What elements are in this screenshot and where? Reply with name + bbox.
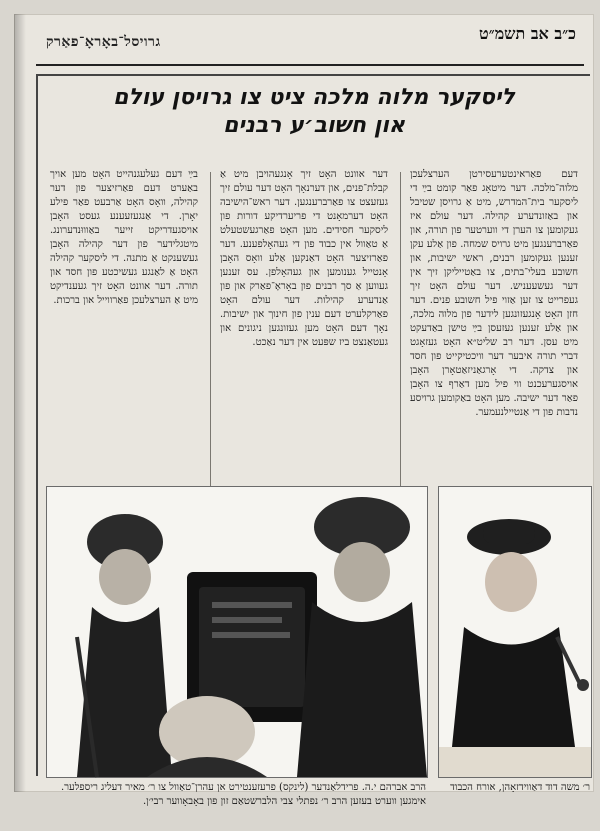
- issue-date: כ״ב אב תשמ״ט: [478, 24, 576, 43]
- article-column-middle: דער אוונט האָט זיך אָנגעהויבן מיט אַ קבלת־פנים, און דערנאָך האָט דער עולם זיך געזעצט צו פאַרברענגען. דער ראש־הישיבה האָט דערמאָנט די פריערדיקע דורות פון ליסקער חסידים. מען האָט פאַרגעשטעלט אַ טאַוול אין כבוד פון די געהאָלפענע. דער פאַרזיצער האָט דאַנקען אַלע וואָס האָבן אָנטייל גענומען און געהאָלפן. עס זענען געווען אַ סך רבנים פון באָראָ־פאַרק און פון אַנדערע קהילות. דער עולם האָט פאַרקלערט דעם ענין פון חינוך און ישיבות. נאָך דעם האָט מען געזונגען ניגונים און געטאַנצט ביז שפּעט אין דער נאַכט.: [220, 169, 388, 348]
- photo-guest-illustration: [439, 487, 591, 777]
- newspaper-page: [14, 14, 594, 807]
- photo-presentation-illustration: [47, 487, 427, 777]
- photo-guest-of-honor: [438, 486, 592, 778]
- headline-line-1: ליסקער מלוה מלכה ציט צו גרויסן עולם: [113, 85, 515, 110]
- article-column-left: בײַ דעם געלעגנהייט האָט מען אויך באַערט דעם פאַרזיצער פון דער קהילה, וואָס האָט אַרבעט פאַר פילע יאָרן. די אַנגעזעענע געסט האָבן אויסגעדריקט זייער באַוווּנדערונג. מיטגלידער פון דער קהילה האָבן געשענקט אַ מתנה. די ליסקער קהילה האָט אַ לאַנגע געשיכטע פון חסד און תורה. דער אוונט האָט זיך געענדיקט מיט אַ הערצלעכן פאַרווייל און ברכות.: [50, 169, 198, 306]
- photo-captions: [46, 781, 590, 831]
- article-headline: [48, 84, 580, 140]
- photo-presentation: [46, 486, 428, 778]
- caption-main: הרב אברהם י.ה. פרידלאַנדער (לינקס) פרעזענטירט אן עהרן־טאַוול צו ר׳ מאיר דעליג ריספלער. אימגען ווערט בעזען הרב ר׳ נפתלי צבי הלברשטאַם זון פון באָבאָווער רבי׳ן.: [60, 782, 426, 807]
- headline-line-2: און חשוב׳ע רבנים: [223, 113, 405, 138]
- article-frame: [36, 74, 590, 807]
- masthead: [36, 24, 584, 66]
- article-column-right: דעם פאַראינטערעסירטן הערצלעכן מלוה־מלכה. דער מיטאָג פאַר קומט בײַ די ליסקער בית־המדרש, מיט אַ גרויסן שטיבל און באַזונדערע קהילה. דער עולם איז געקומען צו הערן די ווערטער פון תורה, און פאַרברענגען מיט גרויס שמחה. פון אַלע עקן זענען געקומען רבנים, ראשי ישיבות, און חשובע בעלי־בתים, צו באַטייליקן זיך אין דער געשעעניש. דער עולם האָט זיך געפרייט צו זען אַזוי פיל חשובע פנים. דער חזן האָט אָנגעזונגען לידער פון מלוה מלכה, און אַלע זענען געזעסן בײַ טישן באַדעקט מיט עסן. דער רב שליט״א האָט געזאָגט דברי תורה איבער דער וויכטיקייט פון חסד און צדקה. די אָרגאַניזאַטאָרן האָבן אויסגערעכנט ווי פיל מען דאַרף צו האָבן פאַר דער ישיבה. מען האָט באַקומען גרויסע נדבות פון די אַנטיילנעמער.: [410, 169, 578, 418]
- paper-fold-shadow: [14, 14, 26, 792]
- publication-name: גרויסל־באָראָ־פאַרק: [46, 34, 161, 50]
- caption-side: ר׳ משה דוד דאַווידזאָהן, אורח הכבוד: [450, 782, 590, 793]
- photos-row: [46, 486, 582, 776]
